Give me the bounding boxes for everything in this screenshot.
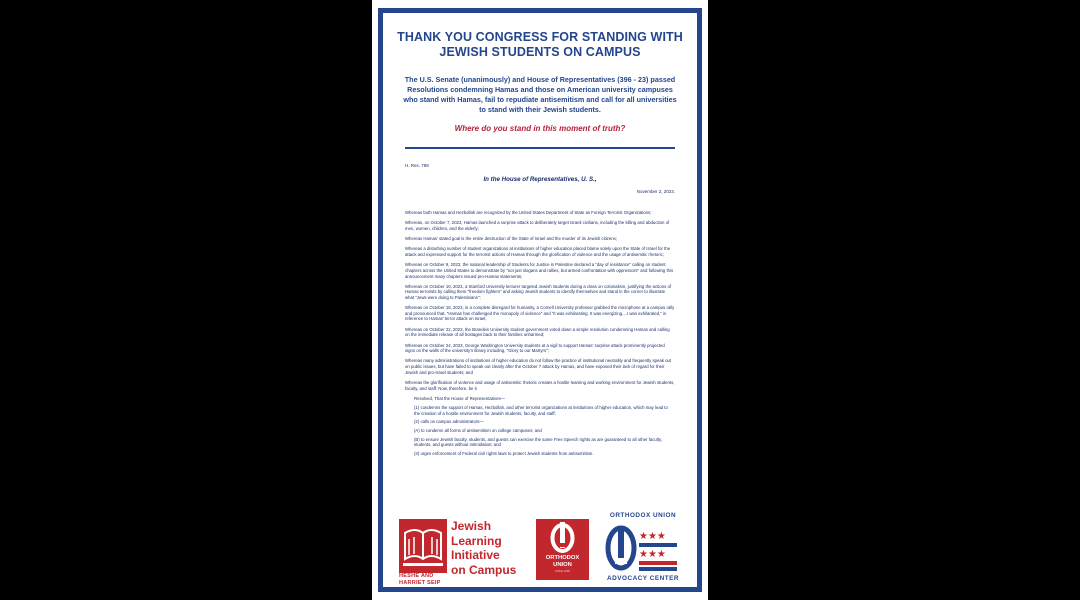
ou-mark-icon — [536, 519, 589, 555]
house-heading: In the House of Representatives, U. S., — [483, 176, 597, 183]
svg-text:★★★: ★★★ — [639, 549, 666, 560]
whereas-clause: Whereas many administrations of institutions of higher education do not follow the practice of institutional neutrality and frequently speak out on public issues, but have failed to speak out clearly after the October 7 attack by Hamas, and have exposed their lack of regard for their Jewish and pro-Israel students; and — [405, 358, 672, 375]
resolution-date: November 2, 2023. — [636, 189, 675, 194]
headline: THANK YOU CONGRESS FOR STANDING WITH JEWISH STUDENTS ON CAMPUS — [397, 30, 683, 59]
resolution-item: (1) condemns the support of Hamas, Hezbollah, and other terrorist organizations at institutions of higher education, which may lead to the creation of a hostile environment for Jewish students, faculty, and staff; — [414, 404, 668, 416]
seip-logo-text: HESHE AND HARRIET SEIP — [399, 573, 441, 586]
whereas-clause: Whereas Hamas' stated goal is the entire destruction of the State of Israel and the murder of its Jewish citizens; — [405, 236, 617, 242]
whereas-clause: Whereas both Hamas and Hezbollah are recognized by the United States Department of State as Foreign Terrorist Organizations; — [405, 210, 652, 215]
whereas-clause: Whereas on October 10, 2023, a Stanford University lecturer targeted Jewish students during a class on colonialism, justifying the actions of Hamas terrorists by calling them "freedom fighters" and asking Jewish students to identify themselves and stand in the corner to illustrate what "Jews were doing to Palestinians"; — [405, 283, 672, 300]
whereas-clauses — [405, 210, 675, 391]
whereas-clause: Whereas on October 24, 2023, George Washington University students at a vigil to support Hamas' surprise attack prominently projected signs on the walls of the university's library including, "Glory to our Martyrs"; — [405, 342, 665, 354]
resolution-item: (3) urges enforcement of Federal civil rights laws to protect Jewish students from antisemitism. — [414, 451, 594, 457]
call-to-action-question: Where do you stand in this moment of truth? — [454, 124, 626, 133]
whereas-clause: Whereas on October 9, 2023, the national leadership of Students for Justice in Palestine declared a "day of resistance" calling on student chapters across the United States to demonstrate by "not just slogans and rallies, but armed confrontation with oppressors" and following this announcement many chapters issued pro-Hamas statements; — [405, 262, 674, 279]
lead-paragraph: The U.S. Senate (unanimously) and House of Representatives (396 - 23) passed Resolutions condemning Hamas and those on American university campuses who stand with Hamas, fail to repudiate antisemitism and call for all universities to stand with their Jewish students. — [403, 75, 677, 114]
resolved-line: Resolved, That the House of Representatives— — [414, 395, 505, 401]
advertisement-page — [372, 0, 708, 600]
whereas-clause: Whereas on October 15, 2023, in a complete disregard for humanity, a Cornell University professor grabbed the microphone at a campus rally and pronounced that, "Hamas has challenged the monopoly of violence" and "it was exhilarating. It was energizing....I was exhilarated," in reference to Hamas' terror attack on Israel; — [405, 305, 675, 322]
jlic-logo-text: Jewish Learning Initiative on Campus — [451, 519, 517, 577]
sponsor-logos — [399, 509, 681, 589]
whereas-clause: Whereas a disturbing number of student organizations at institutions of higher education placed blame solely upon the State of Israel for the attack and expressed support for the terrorist actions of Hamas through the glorification of violence and the usage of antisemitic rhetoric; — [405, 246, 671, 258]
page-border — [378, 8, 702, 592]
bill-number: H. Res. 798 — [405, 163, 429, 168]
divider — [405, 147, 675, 149]
svg-text:★★★: ★★★ — [639, 531, 666, 542]
whereas-clause: Whereas, on October 7, 2023, Hamas launched a surprise attack to deliberately target Israeli civilians, including the killing and abduction of men, women, children, and the elderly; — [405, 220, 670, 231]
whereas-clause: Whereas on October 22, 2023, the Brandeis University student government voted down a simple resolution condemning Hamas and calling on the immediate release of all hostages back to their families unharmed; — [405, 326, 670, 338]
whereas-clause: Whereas the glorification of violence and usage of antisemitic rhetoric creates a hostile learning and working environment for Jewish students, faculty, and staff: Now, therefore, be it — [405, 379, 675, 391]
ou-advocacy-center-logo: ORTHODOX UNION ★★★ ★★★ ADVOCACY CENTER — [601, 512, 685, 584]
resolution-item: (B) to ensure Jewish faculty, students, and guests can exercise the same Free Speech rights as are guaranteed to all other faculty, students, and guests without intimidation; and — [414, 436, 662, 448]
resolution-item: (A) to condemn all forms of antisemitism on college campuses; and — [414, 428, 542, 434]
resolution-item: (2) calls on campus administrators— — [414, 419, 484, 425]
flag-ou-icon — [603, 522, 683, 579]
book-logo-icon — [399, 519, 447, 577]
orthodox-union-logo: ORTHODOX UNION SINCE 1898 — [536, 519, 589, 580]
resolution-text — [405, 163, 675, 460]
